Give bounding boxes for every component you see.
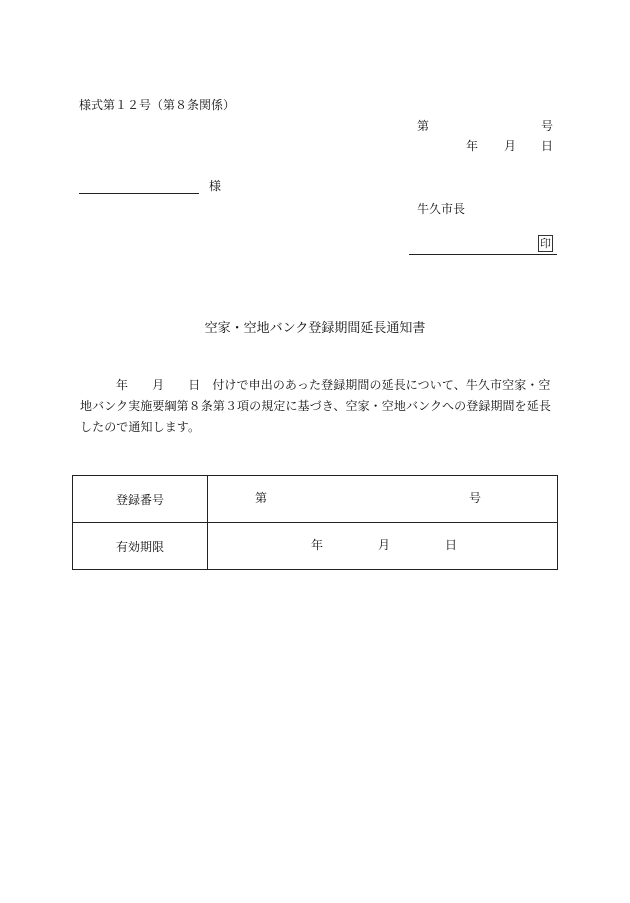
table-row (73, 476, 558, 523)
document-date (463, 137, 553, 153)
issuer-name: 牛久市長 (417, 202, 466, 216)
document-number (417, 117, 553, 133)
registration-number-suffix: 号 (469, 491, 482, 505)
document-date-month: 月 (504, 139, 517, 153)
body-year: 年 (116, 378, 129, 392)
registration-number-prefix: 第 (255, 491, 268, 505)
document-title: 空家・空地バンク登録期間延長通知書 (204, 321, 426, 336)
document-date-year: 年 (466, 139, 479, 153)
expiry-date-cell (208, 523, 558, 570)
registration-number-label: 登録番号 (73, 476, 208, 523)
seal-mark: 印 (540, 237, 551, 250)
document-number-prefix: 第 (417, 119, 430, 133)
registration-table (72, 475, 558, 570)
body-paragraph (80, 375, 558, 438)
expiry-month: 月 (378, 538, 391, 552)
expiry-day: 日 (445, 538, 458, 552)
document-number-suffix: 号 (540, 119, 553, 133)
body-month: 月 (152, 378, 165, 392)
expiry-year: 年 (311, 538, 324, 552)
registration-number-cell (208, 476, 558, 523)
body-day: 日 (188, 378, 201, 392)
body-text: 付けで申出のあった登録期間の延長について、牛久市空家・空地バンク実施要綱第８条第３項の規定に基づき、空家・空地バンクへの登録期間を延長したので通知します。 (80, 378, 551, 434)
recipient-honorific: 様 (209, 179, 222, 193)
recipient-name-line (79, 193, 199, 194)
document-date-day: 日 (541, 139, 554, 153)
table-row (73, 523, 558, 570)
signature-line (409, 254, 557, 255)
form-number: 様式第１２号（第８条関係） (79, 98, 236, 112)
expiry-date-label: 有効期限 (73, 523, 208, 570)
